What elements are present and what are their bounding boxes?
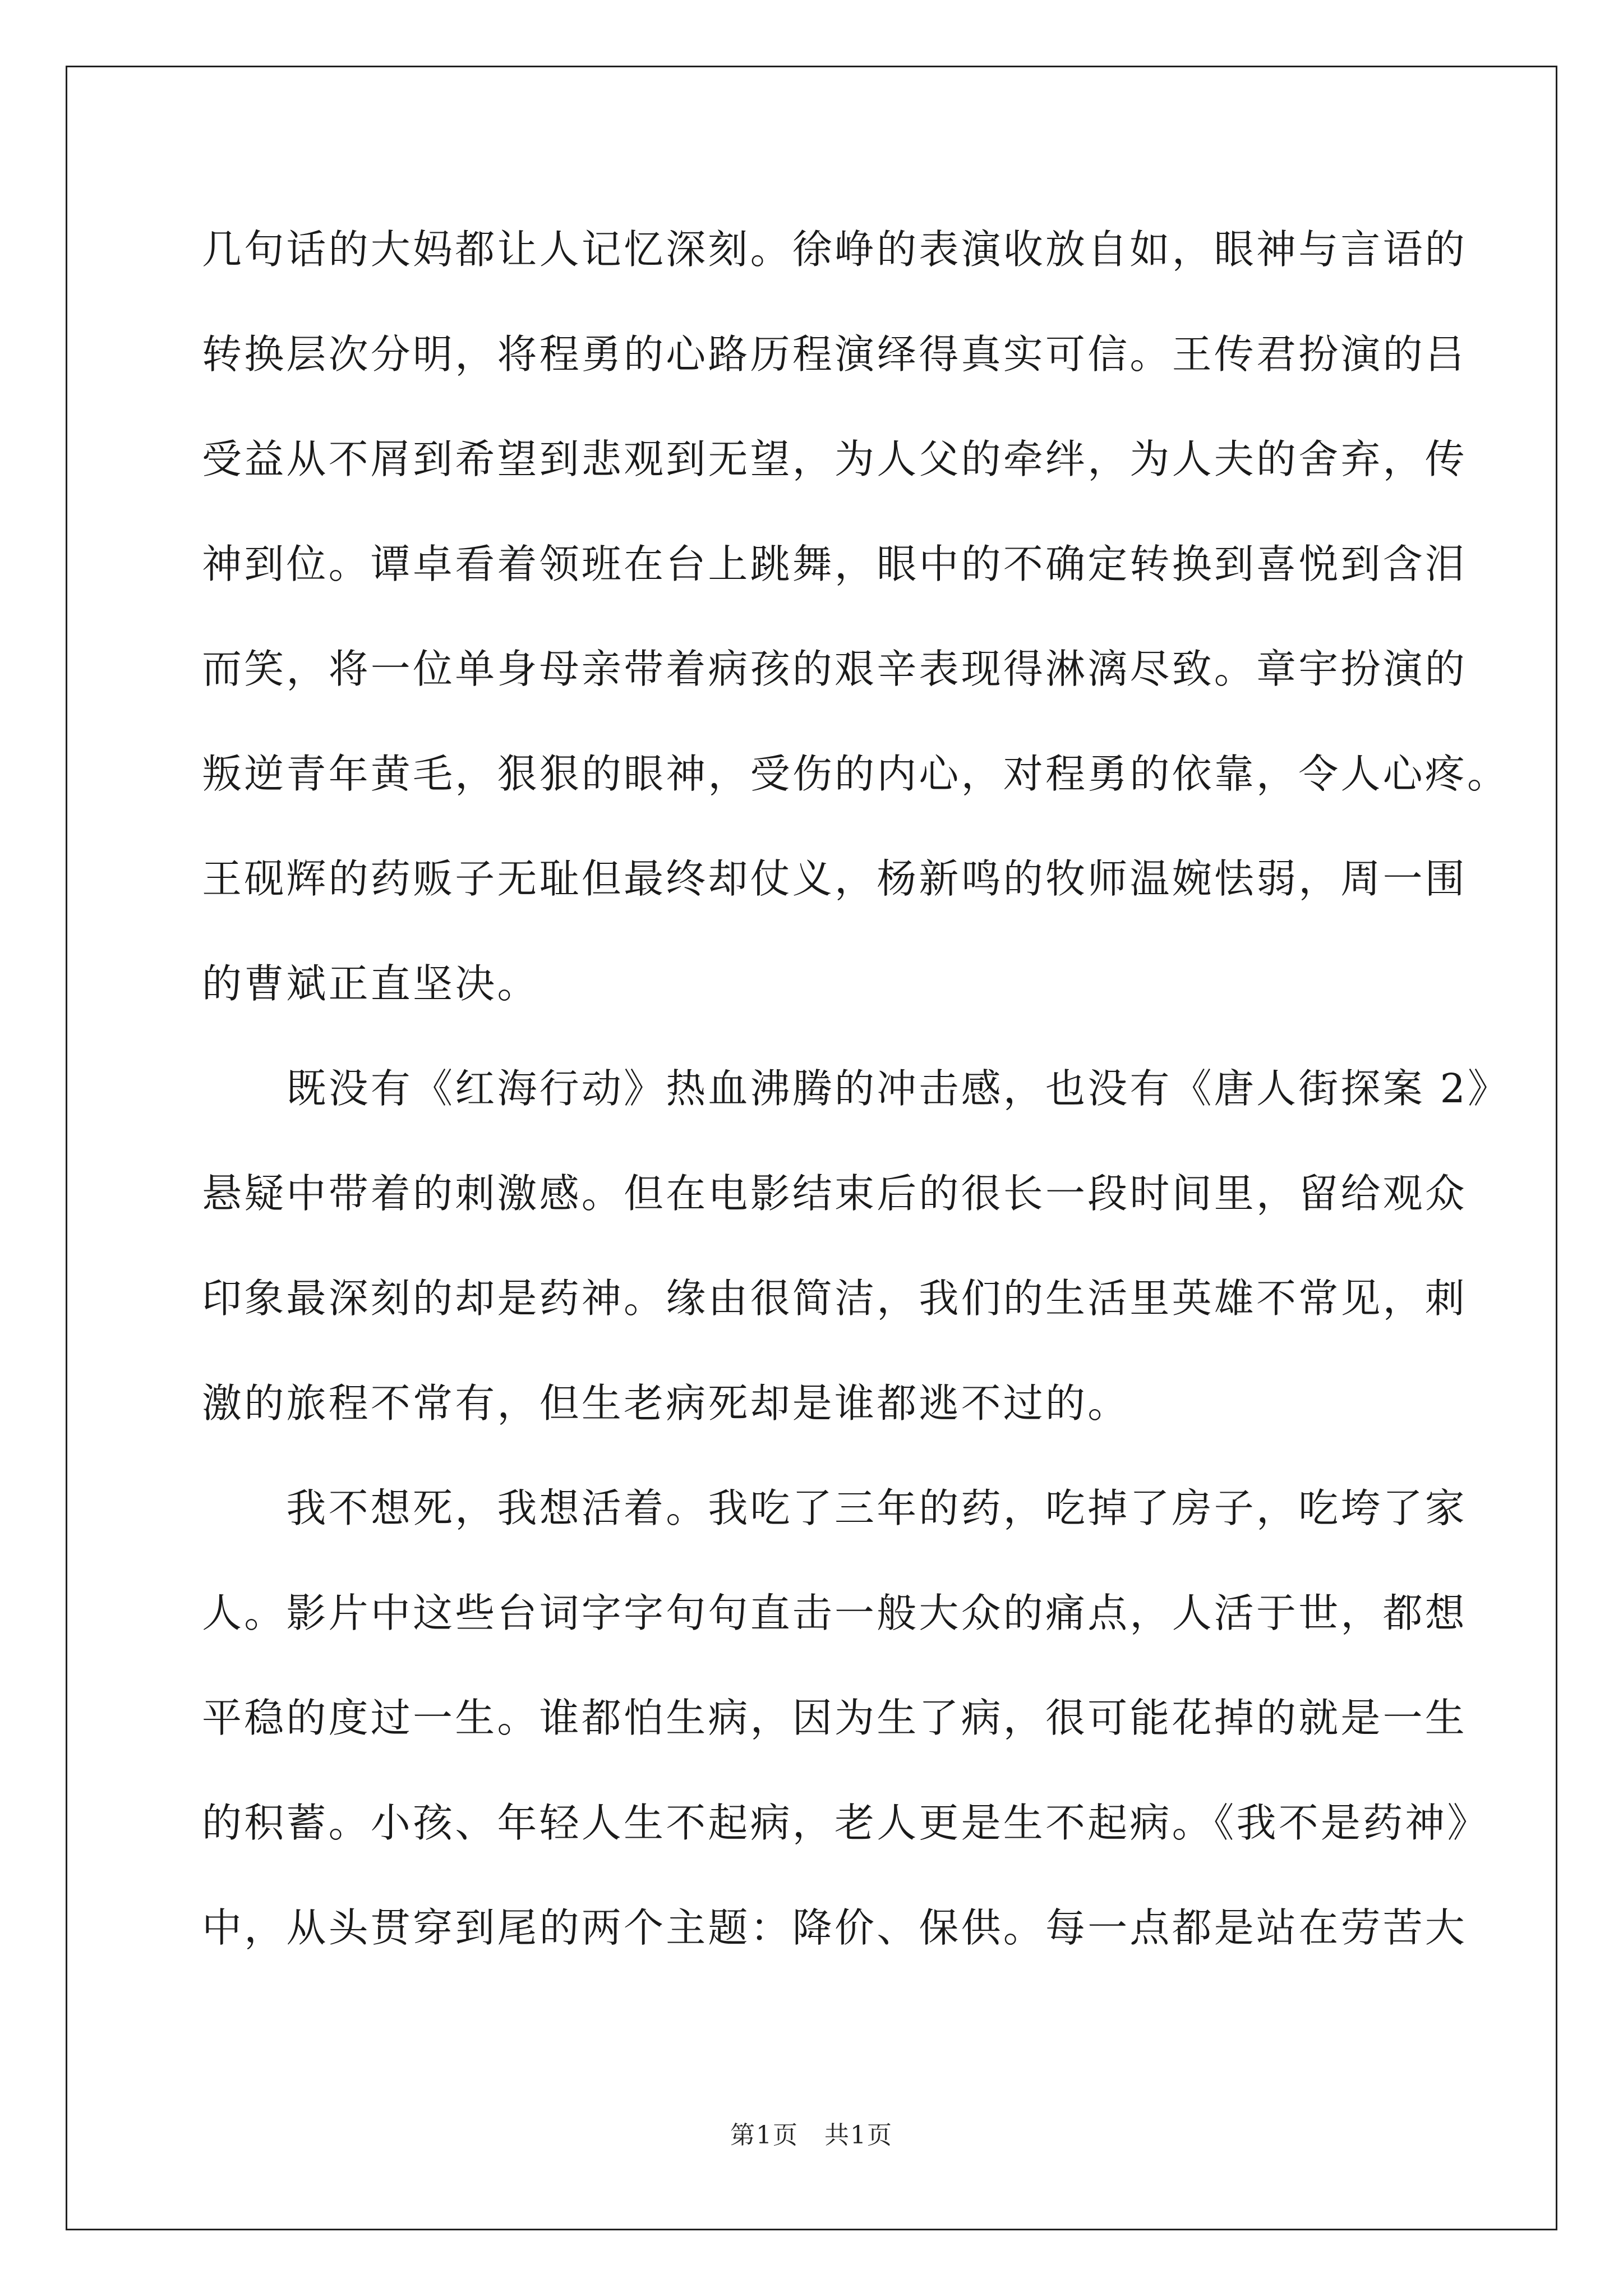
text-line: 平稳的度过一生。谁都怕生病，因为生了病，很可能花掉的就是一生	[202, 1695, 1468, 1741]
text-line: 悬疑中带着的刺激感。但在电影结束后的很长一段时间里，留给观众	[202, 1170, 1468, 1217]
text-line: 的曹斌正直坚决。	[202, 960, 540, 1007]
text-line: 人。影片中这些台词字字句句直击一般大众的痛点，人活于世，都想	[202, 1590, 1468, 1636]
text-line: 受益从不屑到希望到悲观到无望，为人父的牵绊，为人夫的舍弃，传	[202, 436, 1468, 482]
text-line: 既没有《红海行动》热血沸腾的冲击感，也没有《唐人街探案 2》	[202, 1065, 1510, 1112]
text-line: 我不想死，我想活着。我吃了三年的药，吃掉了房子，吃垮了家	[202, 1485, 1468, 1531]
document-body	[202, 208, 1510, 1991]
text-line: 王砚辉的药贩子无耻但最终却仗义，杨新鸣的牧师温婉怯弱，周一围	[202, 855, 1468, 902]
text-line: 中，从头贯穿到尾的两个主题：降价、保供。每一点都是站在劳苦大	[202, 1904, 1468, 1951]
text-line: 而笑，将一位单身母亲带着病孩的艰辛表现得淋漓尽致。章宇扮演的	[202, 646, 1468, 692]
text-line: 转换层次分明，将程勇的心路历程演绎得真实可信。王传君扮演的吕	[202, 331, 1468, 378]
text-line: 叛逆青年黄毛，狠狠的眼神，受伤的内心，对程勇的依靠，令人心疼。	[202, 751, 1510, 797]
text-line: 激的旅程不常有，但生老病死却是谁都逃不过的。	[202, 1380, 1130, 1427]
text-line: 印象最深刻的却是药神。缘由很简洁，我们的生活里英雄不常见，刺	[202, 1275, 1468, 1322]
text-line: 的积蓄。小孩、年轻人生不起病，老人更是生不起病。《我不是药神》	[202, 1800, 1490, 1846]
text-line: 神到位。谭卓看着领班在台上跳舞，眼中的不确定转换到喜悦到含泪	[202, 541, 1468, 587]
page-number-footer: 第1页 共1页	[730, 2121, 893, 2150]
text-line: 几句话的大妈都让人记忆深刻。徐峥的表演收放自如，眼神与言语的	[202, 226, 1468, 273]
